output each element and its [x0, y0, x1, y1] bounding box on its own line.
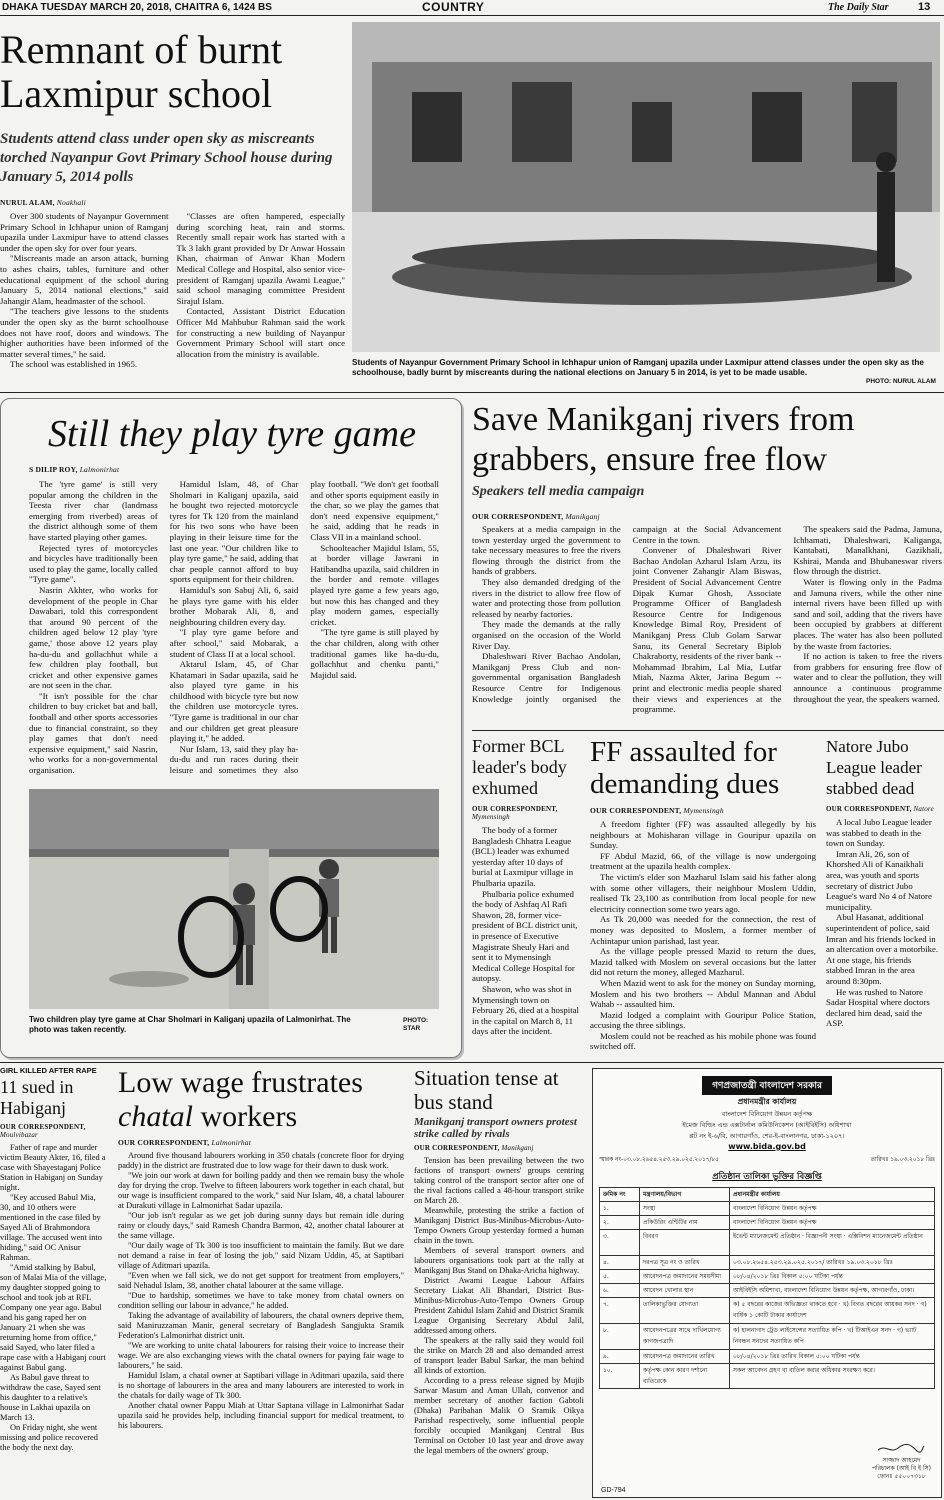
paragraph: Rejected tyres of motorcycles and bicycles have traditionally been used to play the game, locally called "Tyre game".: [29, 542, 158, 585]
paragraph: Around five thousand labourers working in 350 chatals (concrete floor for drying paddy) in the district are frustrated due to low wage for their dawn to dusk work.: [118, 1151, 404, 1170]
section-label: COUNTRY: [422, 0, 485, 14]
tyre-headline: Still they play tyre game: [48, 413, 416, 455]
ad-table: [599, 1187, 935, 1389]
chatal-byline: OUR CORRESPONDENT, Lalmonirhat: [118, 1138, 252, 1147]
ad-cell-n: ৪.: [600, 1256, 640, 1270]
bcl-story: [472, 736, 580, 1058]
paragraph: Contacted, Assistant District Education Officer Md Mahbubur Rahman said the work for constructing a new building of Nayanpur Government Primary School will start once allocation from the ministry is available.: [176, 306, 345, 359]
ad-table-wrap: [593, 1187, 941, 1389]
lead-photo: [352, 22, 940, 352]
ad-cell-n: ৩.: [600, 1230, 640, 1256]
ad-cell-item: বিবরণ: [640, 1230, 730, 1256]
paragraph: "Amid stalking by Babul, son of Malai Mia of the village, my daughter stopped going to school and took job at RFL Company one year ago. Babul and his gang raped her on January 21 when she was returning home from office," said Sayed, who later filed a rape case with a Habiganj court against Babul gang.: [0, 1263, 107, 1372]
lead-caption: Students of Nayanpur Government Primary School in Ichhapur union of Ramganj upazila under Laxmipur attend classes under the open sky as the schoolhouse, badly burnt by miscreants during the national elections on January 5 in 2014, is yet to be made usable.: [352, 358, 924, 377]
paragraph: Meanwhile, protesting the strike a faction of Manikganj District Bus-Minibus-Microbus-Auto-Tempo Owners Group yesterday formed a human chain in the town.: [414, 1206, 584, 1245]
divider: [0, 392, 944, 393]
paragraph: Abul Hasanat, additional superintendent of police, said Imran and his friends locked in an altercation over a motorbike. At one stage, his friends stabbed Imran in the area around 8:30pm.: [826, 912, 939, 986]
ad-table-row: [600, 1230, 935, 1256]
lead-body: [0, 211, 345, 391]
school-ruins-illustration: [352, 22, 940, 352]
signature-mark: [876, 1442, 926, 1454]
ad-cell-item: দরপত্র সূত্র নং ও তারিখ: [640, 1256, 730, 1270]
ad-cell-n: ১০.: [600, 1364, 640, 1389]
rape-headline: 11 sued in Habiganj: [0, 1077, 74, 1118]
paragraph: Hamidul Islam, a chatal owner at Saptibari village in Aditmari upazila, said there is no shortage of labourers in the area and many labourers are interested to work in the chatals for daily wage of Tk 300.: [118, 1371, 404, 1400]
ad-table-row: [600, 1216, 935, 1230]
ad-cell-desc: ইভেন্ট ম্যানেজমেন্ট প্রতিষ্ঠান · বিজ্ঞাপনী সংস্থা · এক্সিবিশন ম্যানেজমেন্ট প্রতিষ্ঠান: [730, 1230, 935, 1256]
paragraph: "We are working to unite chatal labourers for raising their voice to increase their wage. We are also exchanging views with the chatal owners for paying fair wage to labourers," he said.: [118, 1341, 404, 1370]
children-tyre-illustration: [29, 789, 439, 1009]
rivers-deck: Speakers tell media campaign: [472, 484, 645, 499]
paragraph: District Awami League Labour Affairs Secretary Liakat Ali Bhandari, District Bus-Minibus-Microbus-Auto-Tempo Owners Group President Zahidul Islam Zahid and District Sramik League Organising Secretary Abdul Jalil, addressed among others.: [414, 1276, 584, 1335]
ad-cell-desc: ০৮/০৪/২০১৮ খ্রিঃ বিকাল ৫:০০ ঘটিকা পর্যন্ত: [730, 1270, 935, 1284]
paragraph: "It isn't possible for the char children to buy cricket bat and ball, football and other sports accessories due to financial constraint, so they play games that don't need expensive equipment," said Nasrin, who works for a non-governmental organisation.: [29, 690, 158, 776]
paragraph: As the village people pressed Mazid to return the dues, Mazid talked with Moslem on several occasions but the latter did not return the money, alleged Mazharul.: [590, 946, 816, 978]
lead-deck: Students attend class under open sky as miscreants torched Nayanpur Govt Primary School house during January 5, 2014 polls: [0, 131, 333, 185]
bus-story: [414, 1066, 584, 1500]
paragraph: Over 300 students of Nayanpur Government Primary School in Ichhapur union of Ramganj upazila under Laxmipur have to attend classes under the open sky for over four years.: [0, 211, 169, 253]
paragraph: "Classes are often hampered, especially during scorching heat, rain and storms. Recently small repair work has started with a Tk 3 lakh grant provided by Dr Anwar Hossain Khan, chairman of Anwar Khan Modern Medical College and Hospital, also senior vice-president of Ramganj upazila Awami League," said school managing committee President Sirajul Islam.: [176, 211, 345, 306]
paragraph: When Mazid went to ask for the money on Sunday morning, Moslem and his two brothers -- Abdul Mannan and Abdul Wahab -- assaulted him.: [590, 977, 816, 1010]
bcl-body: [472, 825, 580, 1037]
ad-cell-item: প্রকিউরিং এন্টিটির নাম: [640, 1216, 730, 1230]
bcl-headline: Former BCL leader's body exhumed: [472, 736, 567, 798]
paragraph: They also demanded dredging of the rivers in the district to allow free flow of water and protecting those from pollution released by nearby factories.: [472, 576, 621, 619]
paragraph: Moslem could not be reached as his mobile phone was found switched off.: [590, 1030, 816, 1052]
paragraph: Aktarul Islam, 45, of Char Khatamari in Sadar upazila, said he also played tyre game in his childhood with bicycle tyre but now the children use motorcycle tyres. "Tyre game is traditional in our char and our children get great pleasure playing it," he added.: [169, 659, 299, 744]
paragraph: "Miscreants made an arson attack, burning to ashes chairs, tables, furniture and other educational equipment of the school during January 5, 2014 national elections," said Jahangir Alam, headmaster of the school.: [0, 253, 169, 306]
natore-body: [826, 817, 940, 1029]
paragraph: "Even when we fall sick, we do not get support for treatment from employers," said Nehadul Islam, 38, another chatal labourer at the same village.: [118, 1271, 404, 1290]
bus-byline: OUR CORRESPONDENT, Manikganj: [414, 1144, 534, 1152]
ff-headline: FF assaulted for demanding dues: [590, 736, 780, 800]
ad-table-header: ক্রমিক নং মন্ত্রণালয়/বিভাগ প্রধানমন্ত্রীর কার্যালয়: [600, 1188, 935, 1202]
chatal-headline: Low wage frustrates chatal workers: [118, 1066, 363, 1133]
ad-table-row: [600, 1298, 935, 1324]
paragraph: A local Jubo League leader was stabbed to death in the town on Sunday.: [826, 817, 932, 849]
lead-headline: Remnant of burnt Laxmipur school: [0, 28, 283, 116]
paragraph: The school was established in 1965.: [10, 359, 138, 370]
ad-cell-desc: ০৮/০৪/২০১৮ খ্রিঃ তারিখ বিকাল ৫:০০ ঘটিকা পর্যন্ত: [730, 1350, 935, 1364]
ad-heading: প্রতিষ্ঠান তালিকা ভুক্তির বিজ্ঞপ্তি: [712, 1172, 822, 1182]
paragraph: Nur Islam, 13, said they play ha-du-du and run races during their leisure and sometimes they also play football. "We don't get football and other sports equipment easily in the char, so we play the games that don't need expensive equipment," he said, adding that he reads in Class VII in a mainland school.: [169, 479, 439, 776]
ad-header: গণপ্রজাতন্ত্রী বাংলাদেশ সরকার প্রধানমন্ত্রীর কার্যালয় বাংলাদেশ বিনিয়োগ উন্নয়ন কর্তৃপক্ষ ইমেজ বিল্ডিং এন্ড এক্সটার্নাল কমিউনিকেশন (আইবিইসি) অধিশাখা প্লট নং ই-৬/বি, আগারগাঁও, শের-ই-বাংলানগর, ঢাকা-১২০৭। www.bida.gov.bd: [593, 1069, 941, 1151]
paragraph: "Due to hardship, sometimes we have to take money from chatal owners on condition selling our labour in advance," he added.: [118, 1291, 404, 1310]
lead-byline: NURUL ALAM, Noakhali: [0, 198, 86, 207]
paragraph: The victim's elder son Mazharul Islam said his father along with some other villagers, their neighbour Moslem Uddin, realised Tk 23,100 as contribution from local people for new electricity connection some two years ago.: [590, 871, 816, 914]
paragraph: Nasrin Akhter, who works for development of the people in Char Dawabari, told this correspondent that around 90 percent of the children aged below 12 play 'tyre game,' those above 12 years play ha-du-du and gollachhut while a few children play football, but cricket and other expensive games are not seen in the char.: [29, 584, 158, 691]
bus-deck: Manikganj transport owners protest strike called by rivals: [414, 1116, 577, 1140]
natore-story: [826, 736, 940, 1058]
paragraph: Members of several transport owners and labourers organisations took part at the rally at Manikganj Bus Stand on Dhaka-Aricha highway.: [414, 1246, 584, 1275]
paragraph: Tension has been prevailing between the two factions of transport owners' groups centring taking control of the transport sector after one of the rival factions called a 48-hour transport strike on March 28.: [414, 1156, 584, 1205]
ad-cell-desc: সকল আবেদন গ্রহণ বা বাতিল করার অধিকার সংরক্ষণ করে।: [730, 1364, 935, 1389]
ad-code: GD-794: [601, 1487, 626, 1494]
rape-body: [0, 1143, 108, 1453]
ad-cell-item: সংস্থা: [640, 1202, 730, 1216]
paragraph: Another chatal owner Pappu Miah at Uttar Saptana village in Lalmonirhat Sadar upazila said he provides help, including financial support for medical treatment, to his labourers.: [118, 1401, 404, 1430]
rivers-story: [472, 398, 944, 728]
paragraph: "The tyre game is still played by the char children, along with other traditional games like ha-du-du, gollachhut and chenku panti," Majidul said.: [310, 627, 439, 680]
ff-byline: OUR CORRESPONDENT, Mymensingh: [590, 806, 724, 815]
paragraph: A freedom fighter (FF) was assaulted allegedly by his neighbours at Mohisharan village in Gouripur upazila on Sunday.: [590, 819, 816, 851]
ad-table-row: [600, 1270, 935, 1284]
ad-table-row: [600, 1364, 935, 1389]
rivers-body: [472, 524, 942, 720]
tyre-body: [29, 479, 439, 779]
ad-title: গণপ্রজাতন্ত্রী বাংলাদেশ সরকার: [702, 1076, 832, 1095]
paragraph: Hamidul Islam, 48, of Char Sholmari in Kaliganj upazila, said he bought two rejected motorcycle tyres for Tk 120 from the mainland for his two sons who have been playing in their leisure time for the last one year. "Our children like to play tyre game," he said, adding that char people cannot afford to buy sports equipment for their children.: [169, 479, 299, 585]
paragraph: Shawon, who was shot in Mymensingh town on February 26, died at a hospital in the capital on March 8, 11 days after the incident.: [472, 983, 580, 1037]
paragraph: Convener of Dhaleshwari River Bachao Andolan Azharul Islam Arzu, its joint Convener Zahangir Alam Biswas, President of Social Advancement Centre Dipak Kumar Ghosh, Associate Programme Officer of Bangladesh Resource Centre for Indigenous Knowledge Bimal Roy, President of Manikganj Press Club Golam Sarwar Sanu, its General Secretary Biplob Chakraborty, residents of the river bank -- Mohammad Ibrahim, Lal Mia, Lutfar Miah, Nazma Akter, Jarina Begum -- print and electronic media people shared their views and experiences at the programme.: [632, 545, 782, 715]
paragraph: The speakers said the Padma, Jamuna, Ichhamati, Dhaleshwari, Kaliganga, Kantabati, Manalkhani, Gazikhali, Kshirai, Manda and Bhubaneswar rivers flow through the district.: [793, 524, 942, 577]
paragraph: "The teachers give lessons to the students under the open sky as the burnt schoolhouse does not have roof, doors and windows. The higher authorities have been informed of the matter several times," he said.: [0, 306, 169, 359]
bus-body: [414, 1156, 584, 1456]
paragraph: "Our job isn't regular as we get job during sunny days but remain idle during rainy or cloudy days," said Ramesh Chandra Barmon, 42, another chatal labourer at the same village.: [118, 1211, 404, 1240]
ad-cell-item: আবেদনপত্রের সাথে দাখিলযোগ্য কাগজপত্রাদি: [640, 1324, 730, 1350]
ad-table-row: [600, 1284, 935, 1298]
paragraph: On Friday night, she went missing and police recovered the body the next day.: [0, 1423, 98, 1452]
tyre-photo: [29, 789, 439, 1009]
ad-cell-n: ২.: [600, 1216, 640, 1230]
ad-cell-item: কর্তৃপক্ষ কোন কারণ দর্শানো ব্যতিরেকে: [640, 1364, 730, 1389]
paragraph: FF Abdul Mazid, 66, of the village is now undergoing treatment at the upazila health complex.: [590, 850, 816, 872]
paragraph: "We join our work at dawn for boiling paddy and then we remain busy the whole day for drying the crop. Twelve to fifteen labourers work together in each chatal, but our wage is insufficient compared to the work," said Nur Islam, 48, a chatal labourer at Durakuti village in Lalmonirhat Sadar upazila.: [118, 1171, 404, 1210]
tyre-photo-credit: PHOTO: STAR: [403, 1017, 429, 1032]
lead-story: [0, 18, 944, 392]
paragraph: Speakers at a media campaign in the town yesterday urged the government to take necessary measures to free the rivers flowing through the district from the hands of grabbers.: [472, 524, 621, 577]
ad-website-link[interactable]: www.bida.gov.bd: [728, 1142, 806, 1151]
ad-cell-desc: ক) ৫ বছরের কাজের অভিজ্ঞতা থাকতে হবে · খ) বিগত বছরের আয়কর সনদ · গ) বার্ষিক ১ কোটি টাকার কার্যাদেশ: [730, 1298, 935, 1324]
paragraph: Imran Ali, 26, son of Khorshed Ali of Kanaikhali area, was youth and sports secretary of district Jubo League's ward No 4 of Natore municipality.: [826, 848, 932, 912]
natore-byline: OUR CORRESPONDENT, Natore: [826, 805, 934, 813]
paragraph: Mazid lodged a complaint with Gouripur Police Station, accusing the three siblings.: [590, 1009, 816, 1031]
ad-cell-desc: বাংলাদেশ বিনিয়োগ উন্নয়ন কর্তৃপক্ষ: [730, 1216, 935, 1230]
paragraph: "Key accused Babul Mia, 30, and 10 others were mentioned in the case filed by Sayed Ali of Brahmondora village. The accused went into hiding," said OC Anisur Rahman.: [0, 1193, 102, 1262]
ad-cell-n: ৫.: [600, 1270, 640, 1284]
page-number: 13: [918, 1, 931, 13]
chatal-body: [118, 1151, 404, 1431]
chatal-story: [118, 1066, 404, 1500]
paper-name: The Daily Star: [828, 2, 889, 13]
rape-kicker: GIRL KILLED AFTER RAPE: [0, 1066, 97, 1075]
lead-photo-credit: PHOTO: NURUL ALAM: [866, 378, 936, 385]
rape-byline: OUR CORRESPONDENT, Moulvibazar: [0, 1123, 86, 1139]
rivers-byline: OUR CORRESPONDENT, Manikganj: [472, 512, 600, 521]
ad-cell-desc: বাংলাদেশ বিনিয়োগ উন্নয়ন কর্তৃপক্ষ: [730, 1202, 935, 1216]
ad-cell-n: ৯.: [600, 1350, 640, 1364]
divider: [472, 730, 944, 731]
ad-cell-desc: ০৩.০৮.২৬৫৪.২৫৩.২৯.০২৫.২০১৭/ তারিখঃ ১৯.০৩.২০১৮ খ্রিঃ: [730, 1256, 935, 1270]
paragraph: Father of rape and murder victim Beauty Akter, 16, filed a case with Shayestaganj Police Station in Habiganj on Sunday night.: [0, 1143, 106, 1192]
tyre-game-box: [0, 398, 462, 1058]
masthead: [0, 0, 944, 16]
paragraph: As Tk 20,000 was needed for the connection, the rest of money was deposited to Moslem, a former member of Achintapur union parishad, last year.: [590, 914, 816, 946]
paragraph: As Babul gave threat to withdraw the case, Sayed sent his daughter to a relative's house in Lakhai upazila on March 13.: [0, 1373, 101, 1422]
ad-cell-desc: আইবিইসি অধিশাখা, বাংলাদেশ বিনিয়োগ উন্নয়ন কর্তৃপক্ষ, আগারগাঁও, ঢাকা।: [730, 1284, 935, 1298]
ad-cell-desc: ক) হালনাগাদ ট্রেড লাইসেন্সের সত্যায়িত কপি · খ) টিআইএন সনদ · গ) ভ্যাট নিবন্ধন সনদের সত্যায়িত কপি: [730, 1324, 935, 1350]
ad-table-row: [600, 1202, 935, 1216]
ad-cell-item: আবেদন খোলার স্থান: [640, 1284, 730, 1298]
natore-headline: Natore Jubo League leader stabbed dead: [826, 737, 922, 798]
paragraph: Dhaleshwari River Bachao Andolan, Manikganj Press Club and non-governmental organisation Bangladesh Resource Centre for Indigenous Knowledge jointly organised the campaign at the Social Advancement Centre in the town.: [472, 524, 782, 704]
ad-cell-item: আবেদনপত্র জমাদানের সময়সীমা: [640, 1270, 730, 1284]
government-ad: [592, 1068, 942, 1498]
ad-table-row: [600, 1256, 935, 1270]
ad-table-row: [600, 1350, 935, 1364]
ad-cell-n: ৮.: [600, 1324, 640, 1350]
ff-story: [590, 736, 816, 1058]
ad-cell-n: ৬.: [600, 1284, 640, 1298]
paragraph: The speakers at the rally said they would foil the strike on March 28 and also demanded arrest of transport leader Babul Sarkar, the man behind all kinds of extortion.: [414, 1336, 584, 1375]
paragraph: If no action is taken to free the rivers from grabbers for ensuring free flow of water and to clear the pollution, they will announce a continuous programme throughout the year, the speakers warned.: [793, 651, 942, 704]
rivers-headline: Save Manikganj rivers from grabbers, ensure free flow: [472, 401, 855, 478]
tyre-byline: S DILIP ROY, Lalmonirhat: [29, 465, 120, 474]
ad-ref-row: স্মারক নং-০৩.০৮.২৬৫৪.২৫৩.২৯.০২৫.২০১৭/৮৫ তারিখঃ ১৯.০৩.২০১৮ খ্রিঃ: [599, 1157, 935, 1163]
ad-cell-item: তালিকাভুক্তির যোগ্যতা: [640, 1298, 730, 1324]
paragraph: Hamidul's son Sabuj Ali, 6, said he plays tyre game with his elder brother Mobarak Ali, 8, and neighbouring children every day.: [169, 584, 299, 627]
paragraph: Taking the advantage of availability of labourers, the chatal owners deprive them, said Maniruzzaman Manir, general secretary of Bangladesh Sangjukta Sramik Federation's Lalmonirhat district unit.: [118, 1311, 404, 1340]
ad-cell-n: ৭.: [600, 1298, 640, 1324]
tyre-caption: Two children play tyre game at Char Sholmari in Kaliganj upazila of Lalmonirhat. The photo was taken recently.: [29, 1015, 351, 1034]
paragraph: According to a press release signed by Mujib Sarwar Masum and Aman Ullah, convenor and member secretary of another faction Gabtoli (Dhaka) Paribahan Malik O Sramik Oikya Parishad respectively, some influential people forcibly occupied Manikganj Central Bus Terminal on October 10 last year and drove away the legal members of the owners' group.: [414, 1376, 584, 1455]
paragraph: Phulbaria police exhumed the body of Ashfaq Al Rafi Shawon, 28, former vice-president of BCL district unit, in presence of Executive Magistrate Sheuly Hari and sent it to Mymensingh Medical College Hospital for autopsy.: [472, 888, 578, 984]
paragraph: They made the demands at the rally organised on the occasion of the World River Day.: [472, 619, 621, 651]
ad-table-row: [600, 1324, 935, 1350]
paragraph: "Our daily wage of Tk 300 is too insufficient to maintain the family. But we dare not demand a raise in fear of losing the job," said Nizam Uddin, 45, at Saptibari village of Aditmari upazila.: [118, 1241, 404, 1270]
paragraph: Water is flowing only in the Padma and Jamuna rivers, while the other nine internal rivers have been filled up with sand and soil, adding that the rivers have been occupied by grabbers at different places. The water has also been polluted by the waste from factories.: [793, 576, 942, 651]
rape-story: [0, 1066, 108, 1500]
paragraph: Schoolteacher Majidul Islam, 55, at border village Jawrani in Hatibandha upazila, said children in the border and remote villages played tyre game a few years ago, but now this has changed and they play modern games, especially cricket.: [310, 542, 439, 627]
divider: [0, 1062, 944, 1063]
ad-cell-item: আবেদনপত্র জমাদানের তারিখ: [640, 1350, 730, 1364]
paragraph: The 'tyre game' is still very popular among the children in the Teesta river char (landmass emerging from riverbed) areas of the district although some of them have started playing other games.: [29, 479, 158, 542]
ad-cell-n: ১.: [600, 1202, 640, 1216]
dateline: DHAKA TUESDAY MARCH 20, 2018, CHAITRA 6, 1424 BS: [2, 2, 272, 13]
bus-headline: Situation tense at bus stand: [414, 1066, 559, 1114]
paragraph: He was rushed to Natore Sadar Hospital where doctors declared him dead, said the ASP.: [826, 986, 930, 1029]
paragraph: "I play tyre game before and after school," said Mobarak, a student of Class II at a local school.: [169, 627, 299, 659]
bcl-byline: OUR CORRESPONDENT, Mymensingh: [472, 805, 558, 821]
paragraph: The body of a former Bangladesh Chhatra League (BCL) leader was exhumed yesterday after 10 days of burial at Laxmipur village in Phulbaria upazila.: [472, 825, 574, 888]
ff-body: [590, 819, 816, 1052]
ad-signature: সাজ্জাদ আহমেদ পরিচালক (আই বি ই সি) ফোনঃ ৫৫০০৭৩১৮: [872, 1442, 931, 1481]
